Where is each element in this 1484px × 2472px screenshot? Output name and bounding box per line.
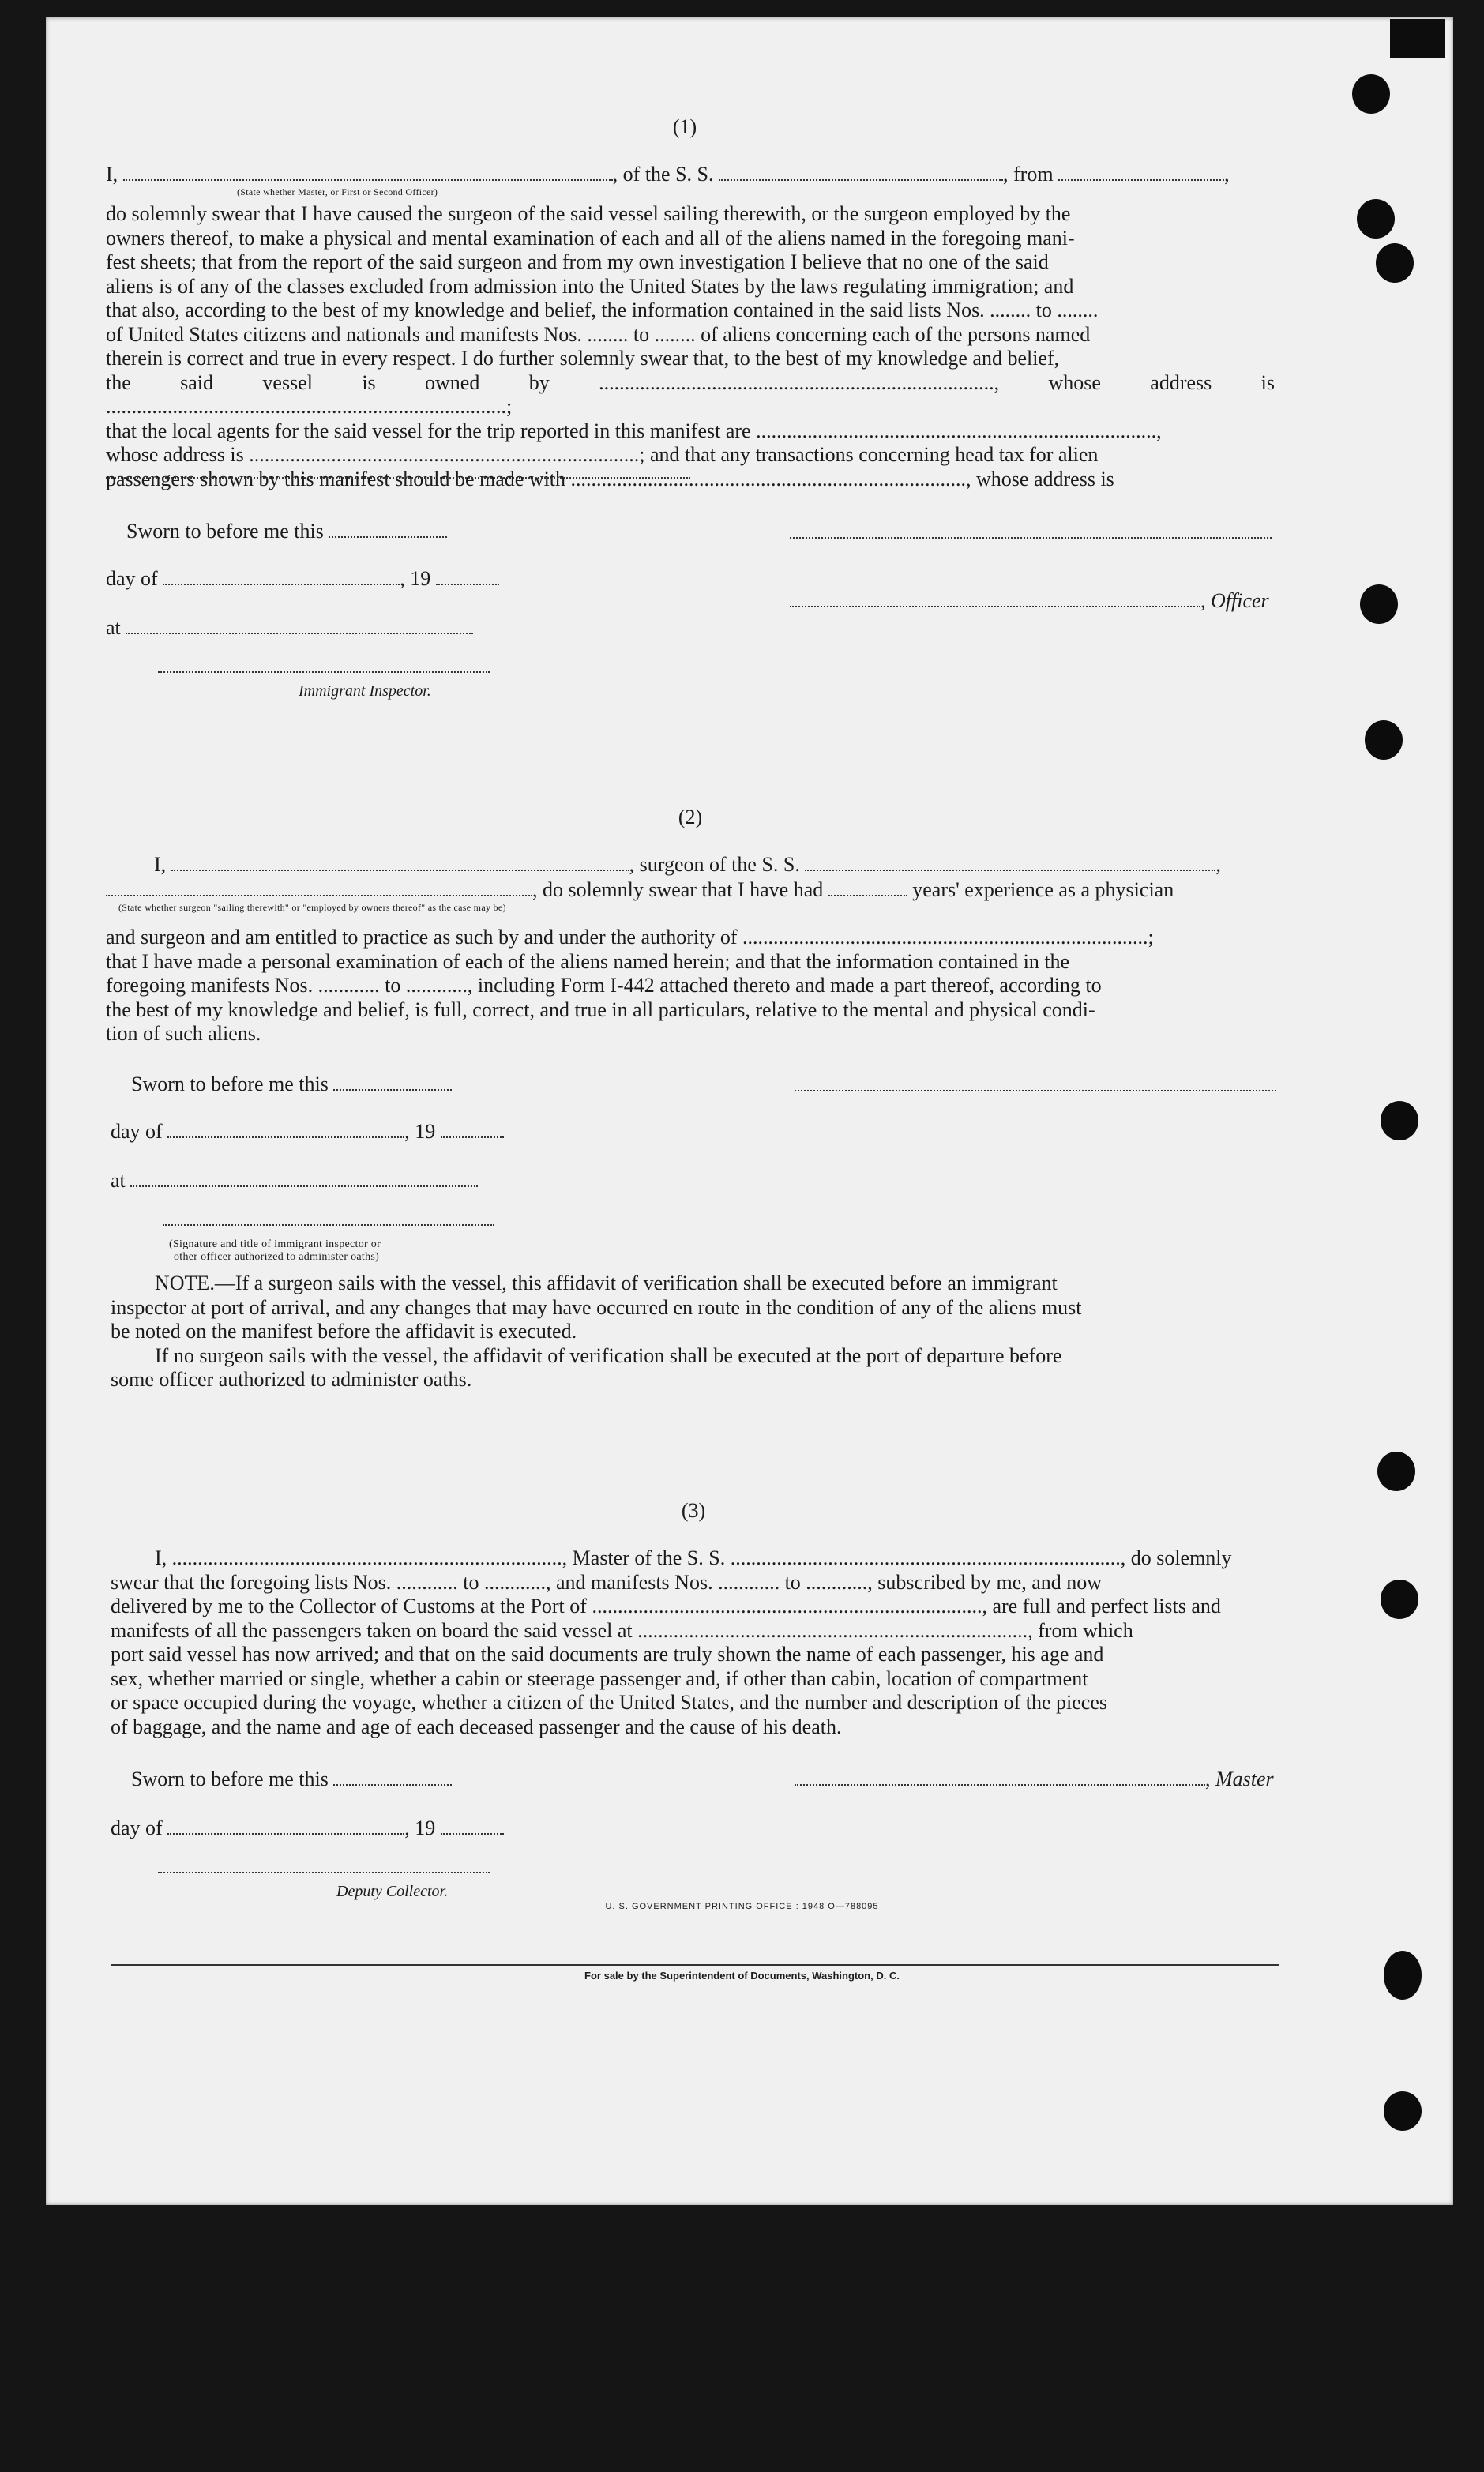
printing-office-imprint: U. S. GOVERNMENT PRINTING OFFICE : 1948 O—788095 xyxy=(605,1902,879,1911)
section-1-line: passengers shown by this manifest should be made with ............................................................................., whose address is xyxy=(106,467,1114,490)
section-2-line: foregoing manifests Nos. ............ to ............, including Form I-442 attached thereto and made a part thereof, according to xyxy=(106,974,1102,997)
surgeon-status-note: (State whether surgeon "sailing therewith" or "employed by owners thereof" as the case may be) xyxy=(118,902,506,913)
ss-name-field[interactable] xyxy=(719,179,1003,181)
year-field[interactable] xyxy=(436,584,499,585)
section-3-line: swear that the foregoing lists Nos. ............ to ............, and manifests Nos. ............ to ............, subscribed by me, and now xyxy=(111,1570,1103,1594)
note-line: NOTE.—If a surgeon sails with the vessel, this affidavit of verification shall be executed before an immigrant xyxy=(155,1272,1058,1294)
immigrant-inspector-label: Immigrant Inspector. xyxy=(299,682,431,700)
signature-title-note: (Signature and title of immigrant inspector or xyxy=(169,1238,381,1250)
section-1-i: I, xyxy=(106,163,118,186)
day-line-3: day of , 19 xyxy=(111,1816,504,1840)
section-1-line: do solemnly swear that I have caused the surgeon of the said vessel sailing therewith, or the surgeon employed by the xyxy=(106,202,1071,225)
inspector-signature-field[interactable] xyxy=(163,1224,494,1226)
master-signature-field[interactable] xyxy=(795,1784,1205,1786)
surgeon-status-field[interactable] xyxy=(106,895,532,896)
day-line-2: day of , 19 xyxy=(111,1120,504,1144)
section-1-line: that also, according to the best of my knowledge and belief, the information contained in the said lists Nos. ........ to ........ xyxy=(106,299,1099,321)
year-field[interactable] xyxy=(441,1833,504,1835)
sworn-line-2: Sworn to before me this xyxy=(131,1073,452,1096)
section-3-line: manifests of all the passengers taken on board the said vessel at ............................................................................, from which xyxy=(111,1618,1133,1642)
day-field[interactable] xyxy=(163,584,400,585)
sworn-line-3: Sworn to before me this xyxy=(131,1768,452,1791)
section-1-line: owners thereof, to make a physical and mental examination of each and all of the aliens named in the foregoing mani- xyxy=(106,226,1075,250)
officer-signature-field[interactable] xyxy=(790,606,1200,607)
officer-name-field[interactable] xyxy=(123,179,613,181)
section-1-line: that the local agents for the said vessel for the trip reported in this manifest are .............................................................................., xyxy=(106,419,1162,442)
section-1-line: of United States citizens and nationals and manifests Nos. ........ to ........ of aliens concerning each of the persons named xyxy=(106,322,1091,346)
officer-line: , Officer xyxy=(790,589,1269,613)
section-2-line: and surgeon and am entitled to practice as such by and under the authority of ...............................................................................; xyxy=(106,926,1154,949)
binder-hole xyxy=(1360,584,1398,624)
section-3-line: or space occupied during the voyage, whether a citizen of the United States, and the number and description of the pieces xyxy=(111,1691,1108,1714)
binder-hole xyxy=(1377,1452,1415,1491)
binder-hole xyxy=(1384,2091,1422,2131)
section-2-line: tion of such aliens. xyxy=(106,1022,261,1045)
section-3-number: (3) xyxy=(681,1499,706,1522)
sworn-line-1: Sworn to before me this xyxy=(126,520,447,543)
section-1-line: the said vessel is owned by ............................................................................., whose address is ..............................................................................; xyxy=(106,370,1275,418)
binder-hole xyxy=(1357,199,1395,239)
agent-address-field[interactable] xyxy=(106,477,690,479)
section-2-line2: , do solemnly swear that I have had years' experience as a physician xyxy=(106,878,1174,902)
section-3-line: sex, whether married or single, whether a cabin or steerage passenger and, if other than cabin, location of compartment xyxy=(111,1666,1088,1690)
section-2-line: that I have made a personal examination of each of the aliens named herein; and that the information contained in the xyxy=(106,949,1070,973)
note-line: be noted on the manifest before the affidavit is executed. xyxy=(111,1320,577,1343)
sworn-date-field[interactable] xyxy=(333,1089,452,1091)
section-1-body xyxy=(106,202,1275,491)
note-line: some officer authorized to administer oaths. xyxy=(111,1368,472,1391)
footer-rule xyxy=(111,1964,1279,1966)
surgeon-signature-field[interactable] xyxy=(795,1090,1276,1091)
binder-hole xyxy=(1381,1101,1418,1140)
section-3-line: port said vessel has now arrived; and that on the said documents are truly shown the name of each passenger, his age and xyxy=(111,1643,1104,1666)
at-line-1: at xyxy=(106,616,473,640)
surgeon-ss-field[interactable] xyxy=(805,870,1215,871)
sale-notice: For sale by the Superintendent of Documents, Washington, D. C. xyxy=(584,1970,900,1982)
note-line: inspector at port of arrival, and any changes that may have occurred en route in the condition of any of the aliens must xyxy=(111,1295,1082,1319)
day-field[interactable] xyxy=(167,1833,404,1835)
year-field[interactable] xyxy=(441,1136,504,1138)
place-field[interactable] xyxy=(130,1185,478,1187)
from-label: , from xyxy=(1003,163,1054,186)
note-line: If no surgeon sails with the vessel, the affidavit of verification shall be executed at the port of departure before xyxy=(155,1343,1062,1367)
section-2-body xyxy=(106,926,1275,1046)
deputy-collector-label: Deputy Collector. xyxy=(336,1883,449,1900)
section-3-line: of baggage, and the name and age of each deceased passenger and the cause of his death. xyxy=(111,1715,842,1738)
section-1-line: therein is correct and true in every respect. I do further solemnly swear that, to the best of my knowledge and belief, xyxy=(106,347,1060,370)
section-3-line: I, ............................................................................, Master of the S. S. ............................................................................, do solemnly xyxy=(155,1546,1232,1569)
section-1-line: fest sheets; that from the report of the said surgeon and from my own investigation I believe that no one of the said xyxy=(106,250,1049,273)
officer-rank-note: (State whether Master, or First or Second Officer) xyxy=(237,186,438,197)
day-field[interactable] xyxy=(167,1136,404,1138)
inspector-signature-field[interactable] xyxy=(158,671,490,673)
master-line: , Master xyxy=(795,1768,1274,1791)
binder-hole xyxy=(1376,243,1414,283)
officer-signature-top-field[interactable] xyxy=(790,537,1272,539)
section-1-line: aliens is of any of the classes excluded from admission into the United States by the laws regulating immigration; and xyxy=(106,274,1074,298)
section-1-number: (1) xyxy=(672,115,697,138)
section-2-line: the best of my knowledge and belief, is full, correct, and true in all particulars, relative to the mental and physical condi- xyxy=(106,997,1095,1021)
at-line-2: at xyxy=(111,1169,478,1193)
collector-signature-field[interactable] xyxy=(158,1872,490,1873)
sworn-date-field[interactable] xyxy=(329,536,447,538)
place-field[interactable] xyxy=(126,633,473,634)
section-2-note xyxy=(111,1272,1279,1392)
surgeon-name-field[interactable] xyxy=(171,870,629,871)
section-2-opening: I, , surgeon of the S. S. , xyxy=(154,853,1221,876)
binder-hole xyxy=(1365,720,1403,760)
section-3-body xyxy=(111,1546,1279,1739)
years-field[interactable] xyxy=(828,895,907,896)
section-2-number: (2) xyxy=(678,806,703,828)
section-1-opening: I, , of the S. S. , from , xyxy=(106,163,1230,186)
sworn-date-field[interactable] xyxy=(333,1784,452,1786)
binder-hole xyxy=(1352,74,1390,114)
from-port-field[interactable] xyxy=(1058,179,1224,181)
section-3-line: delivered by me to the Collector of Customs at the Port of ............................................................................, are full and perfect lists and xyxy=(111,1595,1221,1617)
day-line-1: day of , 19 xyxy=(106,567,499,591)
of-ss-label: , of the S. S. xyxy=(612,163,714,186)
section-1-line: whose address is ............................................................................; and that any transactions concerning head tax for alien xyxy=(106,443,1099,466)
signature-title-note: other officer authorized to administer oaths) xyxy=(174,1251,380,1263)
scan-edge xyxy=(1390,19,1445,58)
binder-hole xyxy=(1381,1580,1418,1619)
